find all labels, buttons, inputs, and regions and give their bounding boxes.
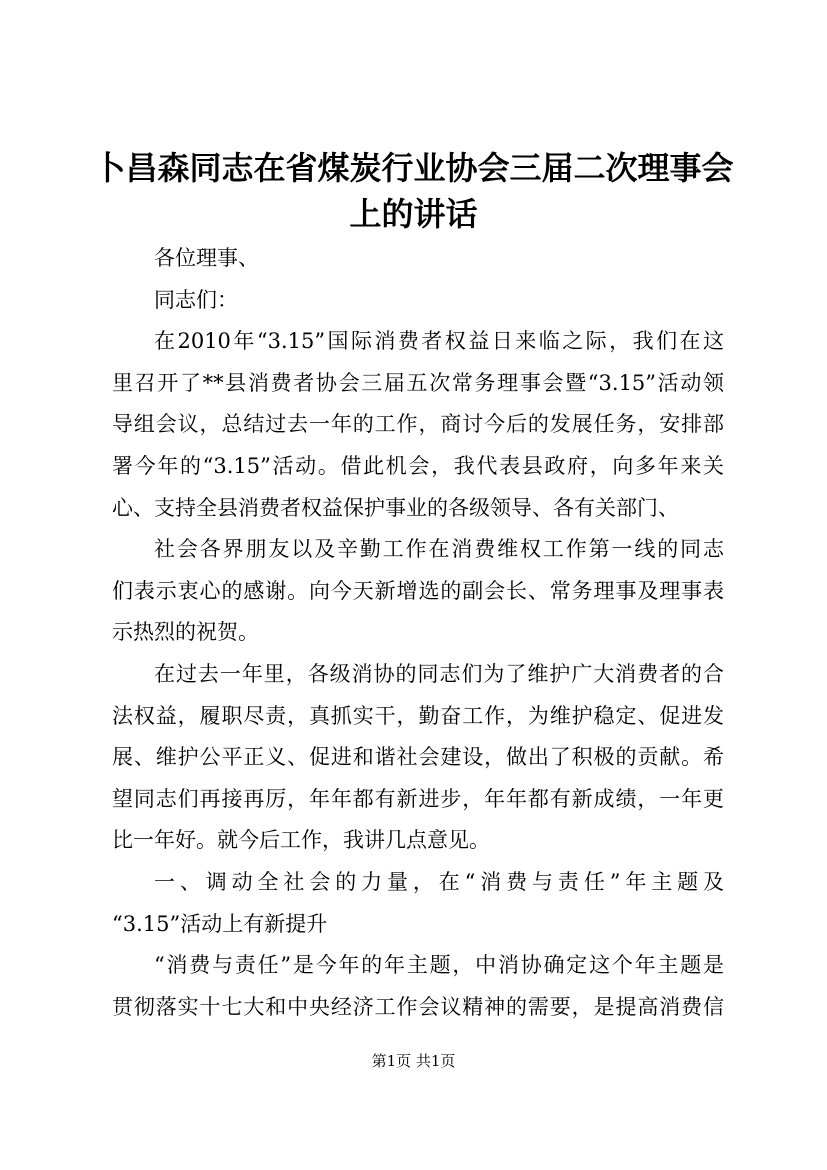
section-heading-line: 一、调动全社会的力量，在“消费与责任”年主题及	[154, 869, 724, 894]
paragraph-line: 望同志们再接再厉，年年都有新进步，年年都有新成绩，一年更	[112, 786, 724, 811]
paragraph-line: 导组会议，总结过去一年的工作，商讨今后的发展任务，安排部	[112, 412, 724, 437]
salutation-line: 同志们：	[154, 287, 238, 312]
paragraph-line: 法权益，履职尽责，真抓实干，勤奋工作，为维护稳定、促进发	[112, 703, 724, 728]
paragraph-line: 展、维护公平正义、促进和谐社会建设，做出了积极的贡献。希	[112, 745, 724, 770]
title-line-2: 上的讲话	[349, 195, 478, 233]
paragraph-line: 示热烈的祝贺。	[112, 620, 259, 645]
paragraph-line: 比一年好。就今后工作，我讲几点意见。	[112, 828, 490, 853]
document-title	[70, 145, 757, 237]
paragraph-line: 在过去一年里，各级消协的同志们为了维护广大消费者的合	[154, 661, 724, 686]
document-body	[112, 238, 724, 1028]
page-number-footer: 第1页 共1页	[371, 1052, 456, 1070]
paragraph-line: 里召开了**县消费者协会三届五次常务理事会暨“3.15”活动领	[112, 370, 724, 395]
paragraph-line: “消费与责任”是今年的年主题，中消协确定这个年主题是	[154, 953, 724, 978]
paragraph-line: 署今年的“3.15”活动。借此机会，我代表县政府，向多年来关	[112, 453, 724, 478]
title-line-1: 卜昌森同志在省煤炭行业协会三届二次理事会	[93, 149, 734, 187]
paragraph-line: 贯彻落实十七大和中央经济工作会议精神的需要，是提高消费信	[112, 994, 724, 1019]
section-heading-line: “3.15”活动上有新提升	[112, 911, 328, 936]
paragraph-line: 在2010年“3.15”国际消费者权益日来临之际，我们在这	[154, 329, 724, 354]
paragraph-line: 社会各界朋友以及辛勤工作在消费维权工作第一线的同志	[154, 537, 724, 562]
paragraph-line: 们表示衷心的感谢。向今天新增选的副会长、常务理事及理事表	[112, 578, 724, 603]
salutation-line: 各位理事、	[154, 246, 259, 270]
paragraph-line: 心、支持全县消费者权益保护事业的各级领导、各有关部门、	[112, 495, 679, 520]
